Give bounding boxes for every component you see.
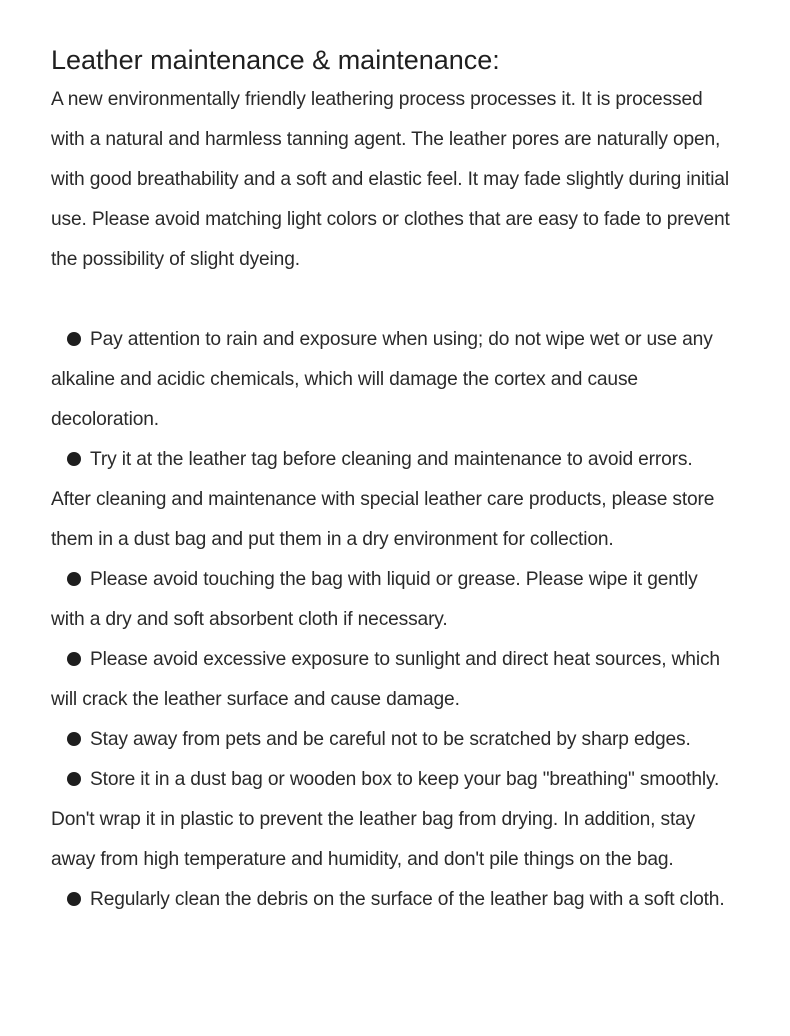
care-tip-item <box>51 720 732 760</box>
care-tip-item <box>51 640 732 720</box>
bullet-dot-icon <box>67 732 81 746</box>
bullet-dot-icon <box>67 772 81 786</box>
care-tip-text: Please avoid touching the bag with liquid or grease. Please wipe it gently with a dry and soft absorbent cloth if necessary. <box>51 569 698 630</box>
care-tip-item <box>51 880 732 920</box>
bullet-dot-icon <box>67 892 81 906</box>
bullet-dot-icon <box>67 332 81 346</box>
bullet-dot-icon <box>67 652 81 666</box>
care-tip-item <box>51 560 732 640</box>
care-tip-text: Stay away from pets and be careful not to be scratched by sharp edges. <box>90 729 691 750</box>
bullet-dot-icon <box>67 572 81 586</box>
care-tip-text: Please avoid excessive exposure to sunlight and direct heat sources, which will crack the leather surface and cause damage. <box>51 649 720 710</box>
bullet-dot-icon <box>67 452 81 466</box>
care-tip-text: Pay attention to rain and exposure when using; do not wipe wet or use any alkaline and acidic chemicals, which will damage the cortex and cause decoloration. <box>51 329 713 430</box>
care-tip-text: Regularly clean the debris on the surface of the leather bag with a soft cloth. <box>90 889 725 910</box>
care-tip-item <box>51 320 732 440</box>
care-tip-item <box>51 760 732 880</box>
care-tips-list <box>51 320 732 920</box>
care-tip-item <box>51 440 732 560</box>
intro-paragraph: A new environmentally friendly leathering process processes it. It is processed with a natural and harmless tanning agent. The leather pores are naturally open, with good breathability and a soft and elastic feel. It may fade slightly during initial use. Please avoid matching light colors or clothes that are easy to fade to prevent the possibility of slight dyeing. <box>51 89 730 270</box>
care-tip-text: Try it at the leather tag before cleaning and maintenance to avoid errors. After cleaning and maintenance with special leather care products, please store them in a dust bag and put them in a dry environment for collection. <box>51 449 715 550</box>
care-tip-text: Store it in a dust bag or wooden box to keep your bag "breathing" smoothly. Don't wrap it in plastic to prevent the leather bag from drying. In addition, stay away from high temperature and humidity, and don't pile things on the bag. <box>51 769 720 870</box>
page-title: Leather maintenance & maintenance: <box>51 45 500 75</box>
